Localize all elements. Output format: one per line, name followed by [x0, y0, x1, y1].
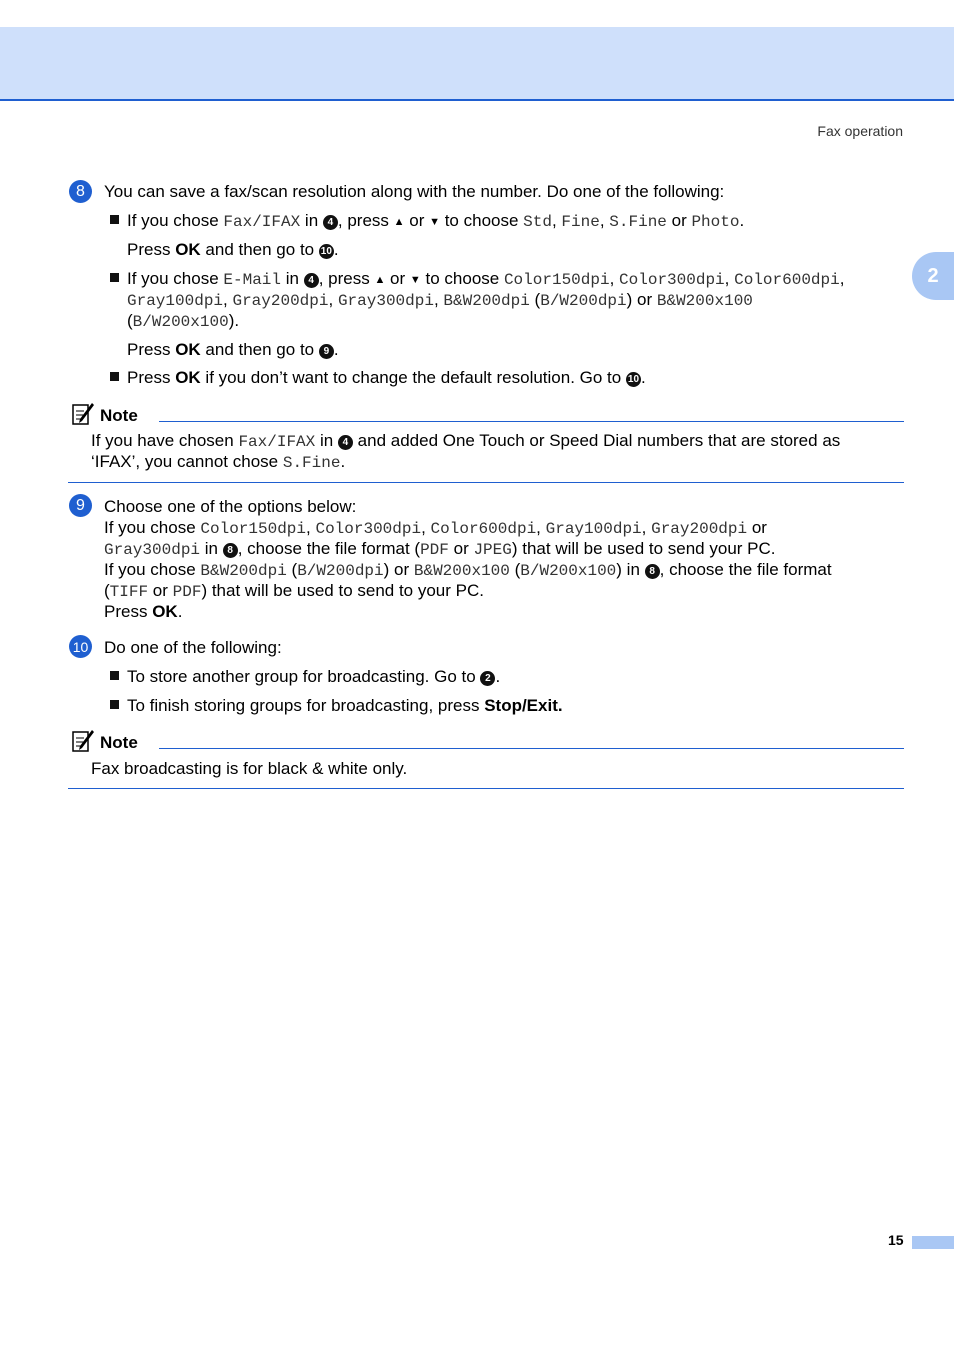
up-arrow-icon: ▲	[393, 216, 405, 228]
step-ref-4: 4	[323, 215, 338, 230]
step-ref-2: 2	[480, 671, 495, 686]
bullet-icon	[110, 273, 119, 282]
down-arrow-icon: ▼	[409, 274, 421, 286]
step-10-bullet-2: To finish storing groups for broadcasting, press Stop/Exit.	[110, 696, 563, 716]
step-8-bullet-1-press: Press OK and then go to 10 .	[127, 240, 339, 259]
note-1-bottom-rule	[68, 482, 904, 483]
step-ref-8: 8	[223, 543, 238, 558]
note-2-title: Note	[100, 733, 138, 752]
bullet-icon	[110, 671, 119, 680]
note-1-line-2: ‘IFAX’, you cannot chose S.Fine.	[91, 452, 346, 472]
step-9-badge: 9	[69, 494, 92, 517]
step-10-intro: Do one of the following:	[104, 638, 282, 657]
step-10-badge: 10	[69, 635, 92, 658]
step-8-bullet-2-line-2: Gray100dpi, Gray200dpi, Gray300dpi, B&W200dpi (B/W200dpi) or B&W200x100	[127, 290, 753, 310]
step-8-bullet-2-press: Press OK and then go to 9 .	[127, 340, 339, 359]
section-header: Fax operation	[817, 123, 903, 139]
note-2-top-rule	[159, 748, 904, 749]
step-8-badge: 8	[69, 180, 92, 203]
step-8-intro: You can save a fax/scan resolution along with the number. Do one of the following:	[104, 182, 725, 201]
note-1-title: Note	[100, 406, 138, 425]
step-ref-10: 10	[320, 246, 332, 257]
step-9-line-1: If you chose Color150dpi, Color300dpi, Color600dpi, Gray100dpi, Gray200dpi or	[104, 518, 767, 538]
note-2-text: Fax broadcasting is for black & white only.	[91, 759, 408, 778]
bullet-icon	[110, 700, 119, 709]
note-1-line-1: If you have chosen Fax/IFAX in 4 and added One Touch or Speed Dial numbers that are stored as	[91, 431, 841, 451]
bullet-icon	[110, 215, 119, 224]
note-pencil-icon	[72, 402, 94, 426]
chapter-tab[interactable]: 2	[912, 252, 954, 300]
step-8-bullet-2-line-3: (B/W200x100).	[127, 311, 240, 331]
step-ref-9: 9	[319, 344, 334, 359]
step-9-line-4: (TIFF or PDF) that will be used to send to your PC.	[104, 581, 484, 601]
note-pencil-icon	[72, 729, 94, 753]
page-number-bar	[912, 1236, 954, 1249]
note-1-top-rule	[159, 421, 904, 422]
step-ref-8: 8	[645, 564, 660, 579]
down-arrow-icon: ▼	[429, 216, 440, 228]
up-arrow-icon: ▲	[374, 274, 386, 286]
bullet-icon	[110, 372, 119, 381]
step-10-bullet-1: To store another group for broadcasting. Go to 2 .	[110, 667, 500, 687]
step-9-intro: Choose one of the options below:	[104, 497, 357, 516]
step-ref-4: 4	[304, 273, 319, 288]
step-9-line-3: If you chose B&W200dpi (B/W200dpi) or B&W200x100 (B/W200x100) in 8 , choose the file format	[104, 560, 832, 580]
note-2-bottom-rule	[68, 788, 904, 789]
step-8-bullet-2-line-1: If you chose E-Mail in 4 , press ▲ or ▼ to choose Color150dpi, Color300dpi, Color600dpi,	[110, 269, 844, 289]
header-band	[0, 27, 954, 101]
page-number: 15	[888, 1232, 904, 1248]
step-8-bullet-1: If you chose Fax/IFAX in 4 , press ▲ or ▼ to choose Std, Fine, S.Fine or Photo.	[110, 211, 744, 231]
step-ref-4: 4	[338, 435, 353, 450]
step-9-line-5: Press OK.	[104, 602, 183, 621]
step-8-bullet-3: Press OK if you don’t want to change the default resolution. Go to 10 .	[110, 368, 646, 388]
step-9-line-2: Gray300dpi in 8 , choose the file format (PDF or JPEG) that will be used to send your PC.	[104, 539, 776, 559]
step-ref-10: 10	[627, 374, 640, 385]
